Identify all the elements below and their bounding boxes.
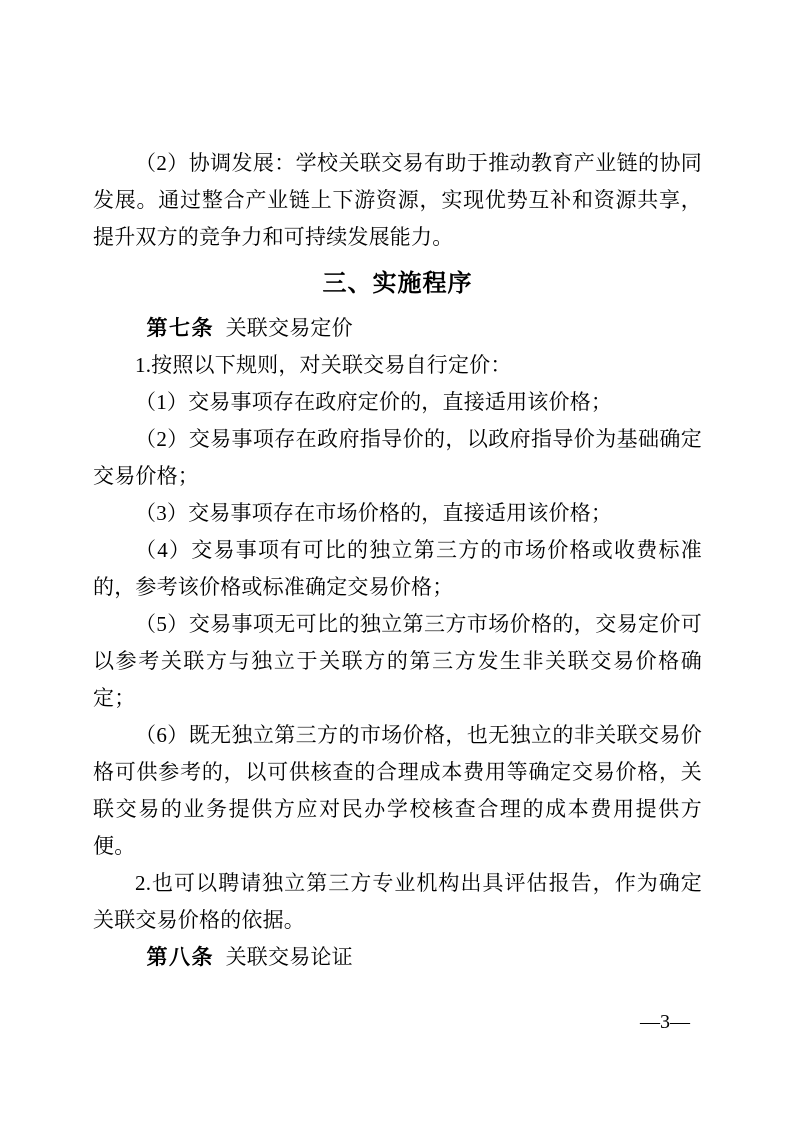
body-paragraph: （6）既无独立第三方的市场价格，也无独立的非关联交易价格可供参考的，以可供核查的合理成本费用等确定交易价格，关联交易的业务提供方应对民办学校核查合理的成本费用提供方便。 [93,723,702,858]
body-paragraph: （5）交易事项无可比的独立第三方市场价格的，交易定价可以参考关联方与独立于关联方的第三方发生非关联交易价格确定； [93,612,702,710]
body-paragraph: （4）交易事项有可比的独立第三方的市场价格或收费标准的，参考该价格或标准确定交易价格； [93,538,702,599]
body-paragraph: （2）交易事项存在政府指导价的，以政府指导价为基础确定交易价格； [93,427,702,488]
article-label: 第七条 [146,317,215,340]
document-content [93,145,702,976]
body-paragraph: （2）协调发展：学校关联交易有助于推动教育产业链的协同发展。通过整合产业链上下游资源，实现优势互补和资源共享，提升双方的竞争力和可持续发展能力。 [93,151,702,249]
article-label: 第八条 [146,946,215,969]
article-title: 关联交易定价 [225,316,353,340]
article-paragraph [93,310,702,347]
article-paragraph [93,939,702,976]
section-heading: 三、实施程序 [322,270,473,297]
page-number: —3— [640,1011,690,1033]
body-paragraph: 1.按照以下规则，对关联交易自行定价： [135,353,512,377]
body-paragraph: （3）交易事项存在市场价格的，直接适用该价格； [135,501,613,525]
article-title: 关联交易论证 [225,945,353,969]
body-paragraph: 2.也可以聘请独立第三方专业机构出具评估报告，作为确定关联交易价格的依据。 [93,871,702,932]
body-paragraph: （1）交易事项存在政府定价的，直接适用该价格； [135,390,613,414]
